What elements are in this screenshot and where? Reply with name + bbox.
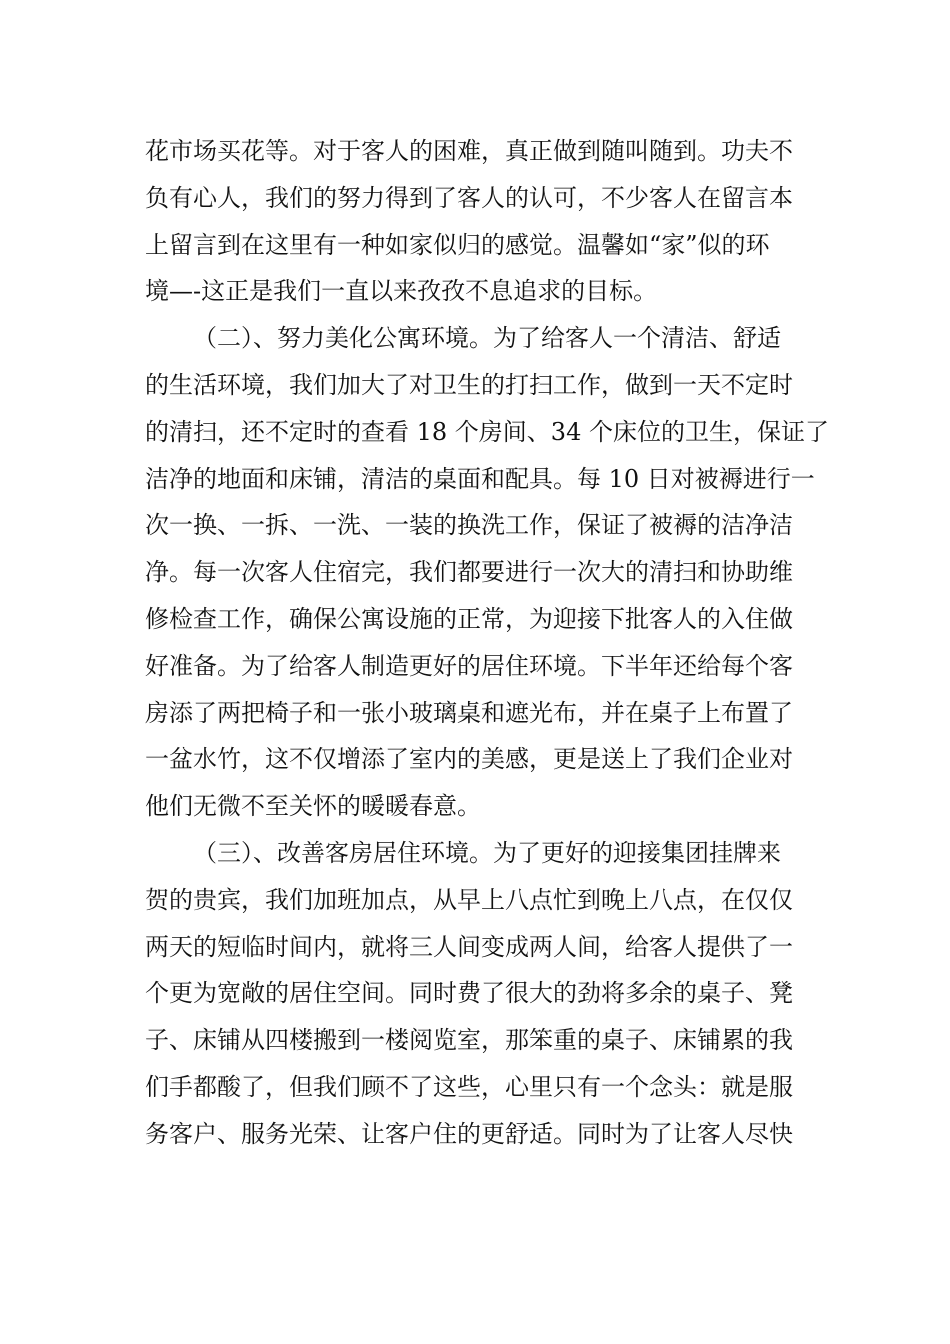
text-line: 修检查工作，确保公寓设施的正常，为迎接下批客人的入住做 xyxy=(145,604,793,633)
text-line: 好准备。为了给客人制造更好的居住环境。下半年还给每个客 xyxy=(145,651,793,680)
text-line: 净。每一次客人住宿完，我们都要进行一次大的清扫和协助维 xyxy=(145,558,793,587)
section-3-heading-line: （三）、改善客房居住环境。为了更好的迎接集团挂牌来 xyxy=(193,838,781,867)
section-2-heading-line: （二）、努力美化公寓环境。为了给客人一个清洁、舒适 xyxy=(193,324,781,353)
text-line: 务客户、服务光荣、让客户住的更舒适。同时为了让客人尽快 xyxy=(145,1119,793,1148)
text-line: 他们无微不至关怀的暖暖春意。 xyxy=(145,792,481,821)
text-line: 的清扫，还不定时的查看 18 个房间、34 个床位的卫生，保证了 xyxy=(145,417,829,446)
text-line: 境—-这正是我们一直以来孜孜不息追求的目标。 xyxy=(145,277,658,306)
text-line: 的生活环境，我们加大了对卫生的打扫工作，做到一天不定时 xyxy=(145,370,793,399)
text-line: 房添了两把椅子和一张小玻璃桌和遮光布，并在桌子上布置了 xyxy=(145,698,793,727)
text-line: 上留言到在这里有一种如家似归的感觉。温馨如“家”似的环 xyxy=(145,230,770,259)
text-line: 洁净的地面和床铺，清洁的桌面和配具。每 10 日对被褥进行一 xyxy=(145,464,815,493)
text-line: 一盆水竹，这不仅增添了室内的美感，更是送上了我们企业对 xyxy=(145,745,793,774)
text-line: 两天的短临时间内，就将三人间变成两人间，给客人提供了一 xyxy=(145,932,793,961)
text-line: 贺的贵宾，我们加班加点，从早上八点忙到晚上八点，在仅仅 xyxy=(145,885,793,914)
text-line: 们手都酸了，但我们顾不了这些，心里只有一个念头：就是服 xyxy=(145,1072,793,1101)
text-line: 负有心人，我们的努力得到了客人的认可，不少客人在留言本 xyxy=(145,183,793,212)
text-line: 次一换、一拆、一洗、一装的换洗工作，保证了被褥的洁净洁 xyxy=(145,511,793,540)
text-line: 个更为宽敞的居住空间。同时费了很大的劲将多余的桌子、凳 xyxy=(145,979,793,1008)
body-text xyxy=(145,128,829,1158)
text-line: 花市场买花等。对于客人的困难，真正做到随叫随到。功夫不 xyxy=(145,137,793,165)
text-line: 子、床铺从四楼搬到一楼阅览室，那笨重的桌子、床铺累的我 xyxy=(145,1026,793,1055)
